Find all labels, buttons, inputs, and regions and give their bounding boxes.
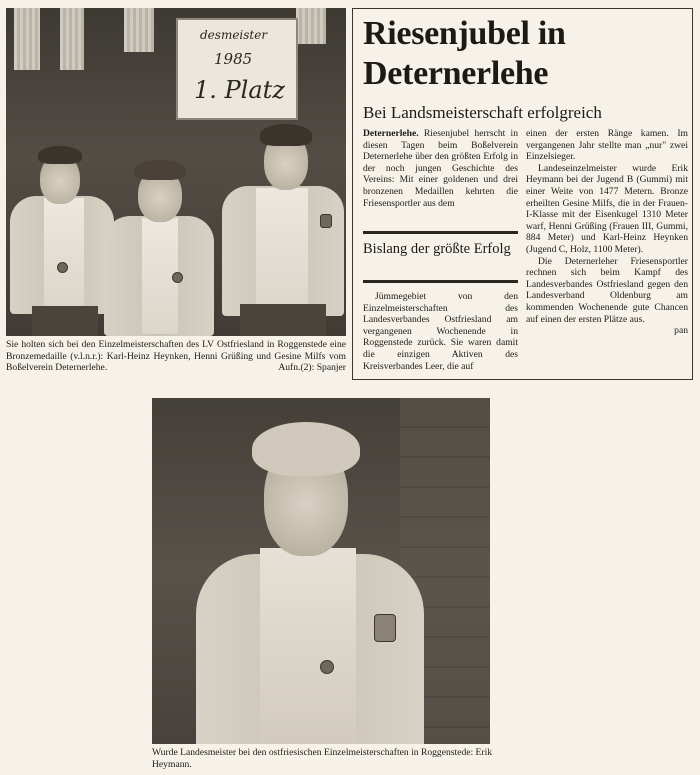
article-column-1-cont xyxy=(363,291,518,372)
banner-year: 1985 xyxy=(214,50,253,68)
divider xyxy=(363,231,518,234)
pennant-fringe xyxy=(14,8,40,70)
badge-icon xyxy=(374,614,396,642)
medal-icon xyxy=(320,660,334,674)
paragraph: Jümmegebiet von den Einzelmeisterschaften des Landesverbandes Ostfriesland am vergangenen Wochenende in Roggenstede zurück. Sie waren damit die einzigen Aktiven des Kreisverbandes Leer, die auf xyxy=(363,291,518,372)
subheadline: Bei Landsmeisterschaft erfolgreich xyxy=(363,103,602,122)
paragraph: Die Deternerleher Friesensportler rechnen sich beim Kampf des Landesverbandes Ostfriesland gegen den Landesverband Oldenburg am kommenden Wochenende gute Chancen auf einen der ersten Plätze aus. xyxy=(526,255,688,325)
banner-line: desmeister xyxy=(200,28,268,42)
pennant-fringe xyxy=(124,8,154,52)
medal-icon xyxy=(57,262,68,273)
medal-icon xyxy=(172,272,183,283)
caption-top xyxy=(6,339,346,374)
pennant-fringe xyxy=(296,8,326,44)
paragraph: Landeseinzelmeister wurde Erik Heymann bei der Jugend B (Gummi) mit einer Weite von 1477 Metern. Bronze erheilten Gesine Milfs, die in der Frauen-I-Klasse mit der Eisenkugel 1310 Meter warf, Henni Grüßing (Frauen III, Gummi, 884 Meter) und Karl-Heinz Heynken (Jugend C, Holz, 1100 Meter). xyxy=(526,162,688,255)
article-column-1 xyxy=(363,128,518,209)
headline: Riesenjubel in Deternerlehe xyxy=(363,15,566,92)
portrait-photo xyxy=(152,398,490,744)
paragraph: einen der ersten Ränge kamen. Im vergangenen Jahr stellte man „nur" zwei Einzelsieger. xyxy=(526,128,688,163)
caption-top-text: Sie holten sich bei den Einzelmeisterschaften des LV Ostfriesland in Roggenstede eine Bronzemedaille (v.l.n.r.): Karl-Heinz Heynken, Henni Grüßing und Gesine Milfs vom Boßelverein Deternerlehe. xyxy=(6,339,346,374)
divider xyxy=(363,280,518,283)
award-banner xyxy=(176,18,298,120)
caption-bottom: Wurde Landesmeister bei den ostfriesischen Einzelmeisterschaften in Roggenstede: Erik Heymann. xyxy=(152,747,493,770)
paragraph: Riesenjubel herrscht in diesen Tagen beim Boßelverein Deternerlehe über den größten Erfolg in der noch jungen Geschichte des Vereins: Mit einer goldenen und drei bronzenen Medaillen kehrten die Friesensportler aus dem xyxy=(363,128,519,209)
author-signature: pan xyxy=(674,325,688,337)
banner-place: 1. Platz xyxy=(194,76,285,104)
pennant-fringe xyxy=(60,8,84,70)
photo-credit: Aufn.(2): Spanjer xyxy=(278,362,346,374)
group-photo xyxy=(6,8,346,336)
intertitle: Bislang der größte Erfolg xyxy=(363,241,511,257)
dateline: Deternerlehe. xyxy=(363,128,419,139)
badge-icon xyxy=(320,214,332,228)
article-column-2 xyxy=(526,128,688,337)
